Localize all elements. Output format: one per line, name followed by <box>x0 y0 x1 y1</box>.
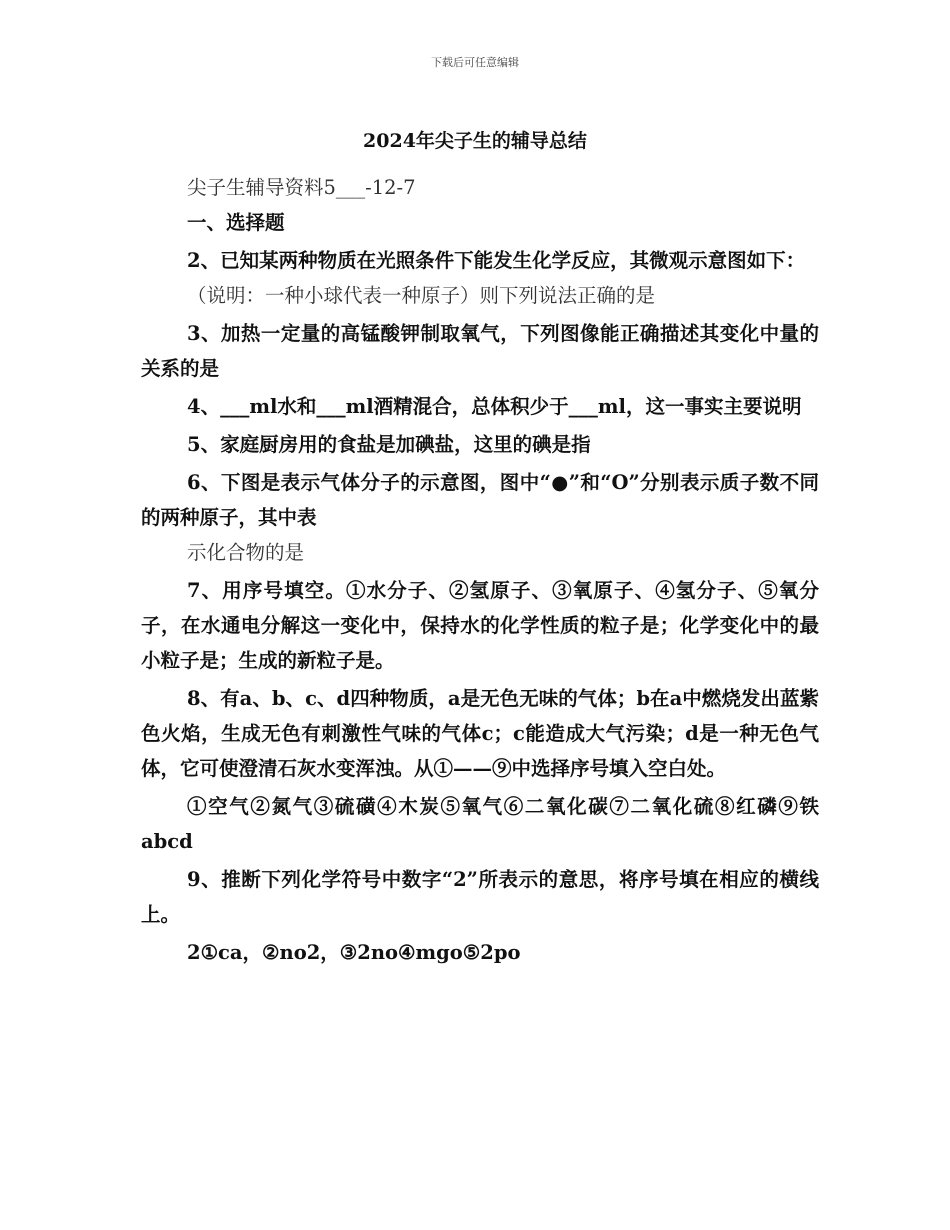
question-6: 6、下图是表示气体分子的示意图，图中“●”和“O”分别表示质子数不同的两种原子，其中表 <box>141 471 819 529</box>
question-3: 3、加热一定量的高锰酸钾制取氧气，下列图像能正确描述其变化中量的关系的是 <box>141 322 819 380</box>
question-7: 7、用序号填空。①水分子、②氢原子、③氧原子、④氢分子、⑤氧分子，在水通电分解这一变化中，保持水的化学性质的粒子是；化学变化中的最小粒子是；生成的新粒子是。 <box>141 579 819 672</box>
question-9: 9、推断下列化学符号中数字“2”所表示的意思，将序号填在相应的横线上。 <box>141 868 819 926</box>
question-4: 4、___ml水和___ml酒精混合，总体积少于___ml，这一事实主要说明 <box>187 395 802 418</box>
subtitle-line: 尖子生辅导资料5___-12-7 <box>187 176 416 199</box>
page-header: 下载后可任意编辑 <box>431 56 519 69</box>
question-5: 5、家庭厨房用的食盐是加碘盐，这里的碘是指 <box>187 433 591 456</box>
question-2: 2、已知某两种物质在光照条件下能发生化学反应，其微观示意图如下： <box>187 249 806 272</box>
question-2-note: （说明：一种小球代表一种原子）则下列说法正确的是 <box>187 284 656 307</box>
question-8-options: ①空气②氮气③硫磺④木炭⑤氧气⑥二氧化碳⑦二氧化硫⑧红磷⑨铁abcd <box>141 795 819 853</box>
document-title: 2024年尖子生的辅导总结 <box>363 130 587 152</box>
document-body <box>141 170 819 970</box>
question-6-continued: 示化合物的是 <box>187 541 305 564</box>
question-9-symbols: 2①ca，②no2，③2no④mgo⑤2po <box>187 941 521 964</box>
section-heading: 一、选择题 <box>187 211 285 234</box>
question-8: 8、有a、b、c、d四种物质，a是无色无味的气体；b在a中燃烧发出蓝紫色火焰，生成无色有刺激性气味的气体c；c能造成大气污染；d是一种无色气体，它可使澄清石灰水变浑浊。从①——⑨中选择序号填入空白处。 <box>141 687 819 780</box>
